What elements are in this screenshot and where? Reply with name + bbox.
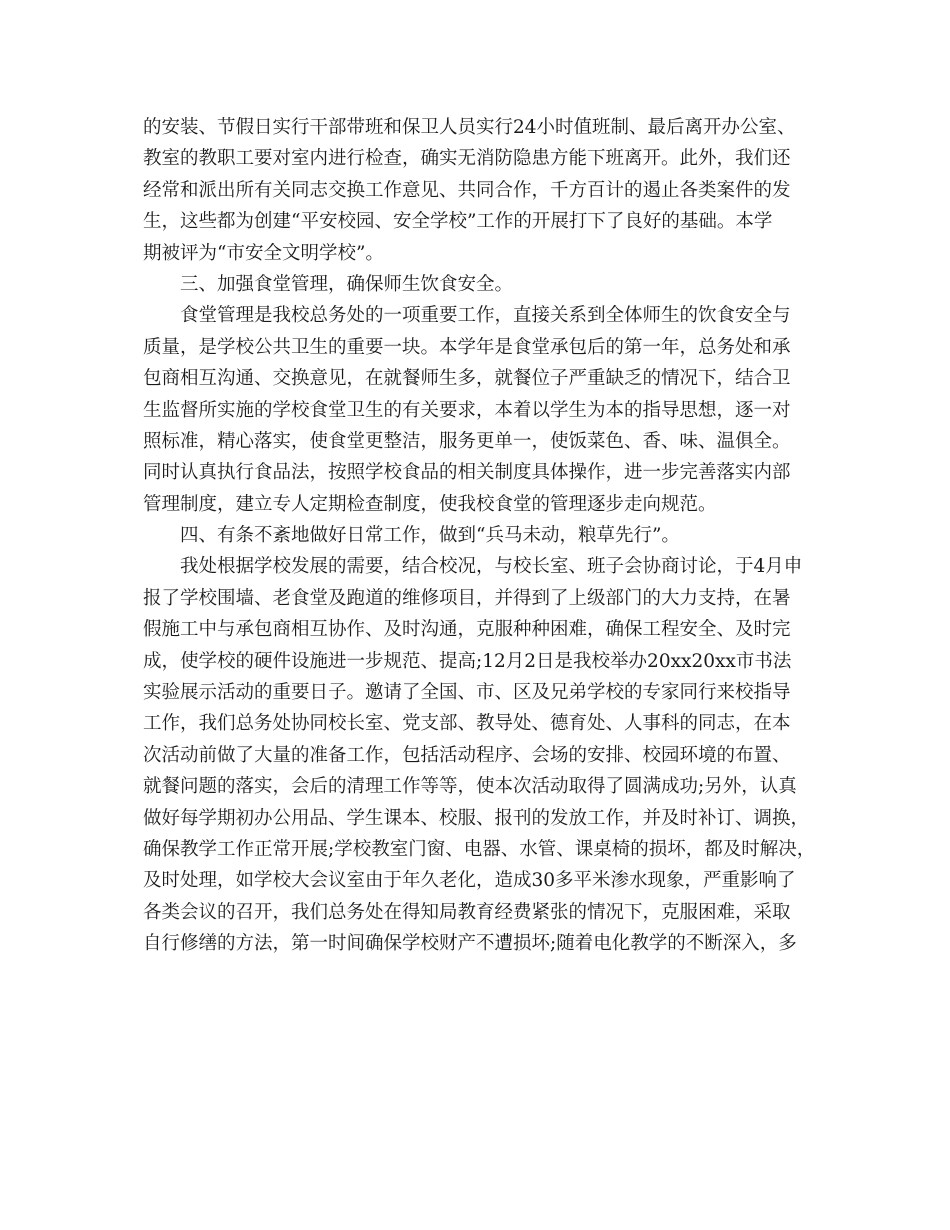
text-line: 自行修缮的方法，第一时间确保学校财产不遭损坏;随着电化教学的不断深入，多 (143, 933, 797, 955)
paragraph-start: 食堂管理是我校总务处的一项重要工作，直接关系到全体师生的饮食安全与 (180, 305, 791, 327)
text-line: 生监督所实施的学校食堂卫生的有关要求，本着以学生为本的指导思想，逐一对 (143, 399, 791, 421)
text-line: 就餐问题的落实，会后的清理工作等等，使本次活动取得了圆满成功;另外，认真 (143, 776, 797, 798)
text-line: 及时处理，如学校大会议室由于年久老化，造成30多平米渗水现象，严重影响了 (143, 870, 796, 892)
paragraph-start: 我处根据学校发展的需要，结合校况，与校长室、班子会协商讨论，于4月申 (180, 556, 803, 578)
text-line: 成，使学校的硬件设施进一步规范、提高;12月2日是我校举办20xx20xx市书法 (143, 650, 792, 672)
text-line: 确保教学工作正常开展;学校教室门窗、电器、水管、课桌椅的损坏，都及时解决， (143, 838, 816, 860)
text-line: 做好每学期初办公用品、学生课本、校服、报刊的发放工作，并及时补订、调换， (143, 807, 810, 829)
section-heading: 三、加强食堂管理，确保师生饮食安全。 (180, 273, 514, 295)
text-line: 期被评为“市安全文明学校”。 (143, 242, 384, 264)
text-line: 照标准，精心落实，使食堂更整洁，服务更单一，使饭菜色、香、味、温俱全。 (143, 430, 791, 452)
text-line: 次活动前做了大量的准备工作，包括活动程序、会场的安排、校园环境的布置、 (143, 744, 791, 766)
text-line: 的安装、节假日实行干部带班和保卫人员实行24小时值班制、最后离开办公室、 (143, 117, 796, 138)
text-line: 经常和派出所有关同志交换工作意见、共同合作，千方百计的遏止各类案件的发 (143, 179, 791, 201)
text-line: 报了学校围墙、老食堂及跑道的维修项目，并得到了上级部门的大力支持，在暑 (143, 587, 791, 609)
text-line: 包商相互沟通、交换意见，在就餐师生多，就餐位子严重缺乏的情况下，结合卫 (143, 368, 791, 390)
document-body (143, 112, 815, 960)
text-line: 假施工中与承包商相互协作、及时沟通，克服种种困难，确保工程安全、及时完 (143, 619, 791, 641)
text-line: 教室的教职工要对室内进行检查，确实无消防隐患方能下班离开。此外，我们还 (143, 148, 791, 170)
text-line: 生，这些都为创建“平安校园、安全学校”工作的开展打下了良好的基础。本学 (143, 211, 773, 233)
text-line: 工作，我们总务处协同校长室、党支部、教导处、德育处、人事科的同志，在本 (143, 713, 791, 735)
section-heading: 四、有条不紊地做好日常工作，做到“兵马未动，粮草先行”。 (180, 525, 680, 547)
text-line: 实验展示活动的重要日子。邀请了全国、市、区及兄弟学校的专家同行来校指导 (143, 682, 791, 704)
text-line: 管理制度，建立专人定期检查制度，使我校食堂的管理逐步走向规范。 (143, 493, 717, 515)
text-line: 同时认真执行食品法，按照学校食品的相关制度具体操作，进一步完善落实内部 (143, 462, 791, 484)
text-line: 各类会议的召开，我们总务处在得知局教育经费紧张的情况下，克服困难，采取 (143, 901, 791, 923)
text-line: 质量，是学校公共卫生的重要一块。本学年是食堂承包后的第一年，总务处和承 (143, 336, 791, 358)
